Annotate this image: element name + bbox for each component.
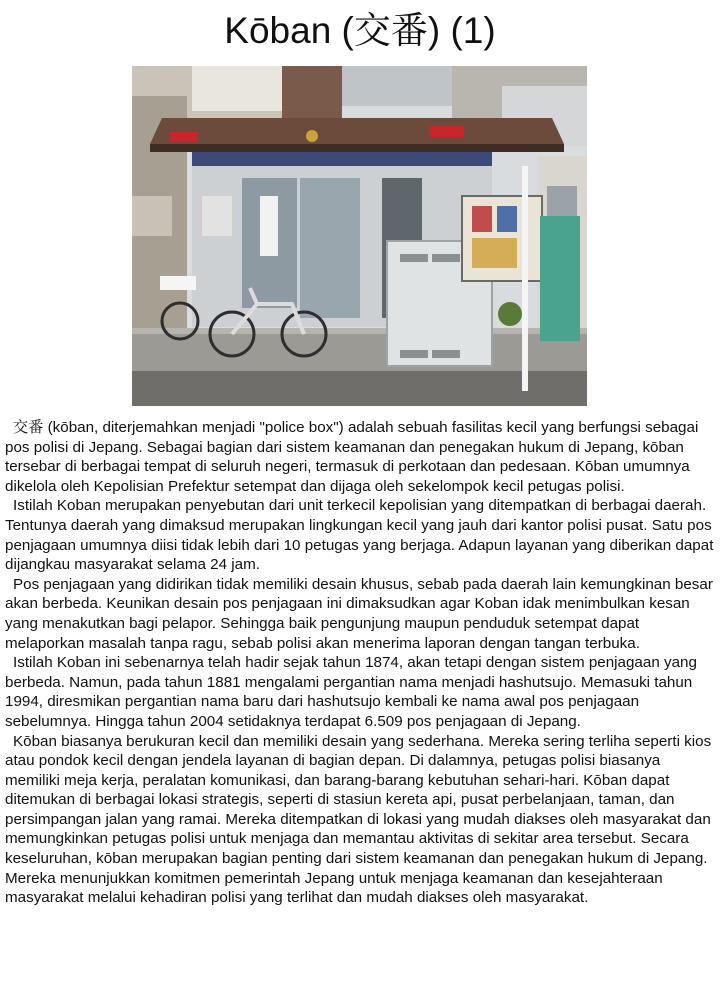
- paragraph-history: Istilah Koban ini sebenarnya telah hadir sejak tahun 1874, akan tetapi dengan sistem penjagaan yang berbeda. Namun, pada tahun 1881 mengalami pergantian nama menjadi hashutsujo. Memasuki tahun 1994, diresmikan pergantian nama baru dari hashutsujo kembali ke nama awal pos penjagaan sebelumnya. Hingga tahun 2004 setidaknya terdapat 6.509 pos penjagaan di Jepang.: [5, 654, 697, 730]
- paragraph-design: Pos penjagaan yang didirikan tidak memiliki desain khusus, sebab pada daerah lain kemungkinan besar akan berbeda. Keunikan desain pos penjagaan ini dimaksudkan agar Koban idak menimbulkan kesan yang menakutkan bagi pelapor. Sehingga baik pengunjung maupun penduduk setempat dapat melaporkan masalah tanpa ragu, sebab polisi akan menerima laporan dengan tangan terbuka.: [5, 575, 713, 652]
- koban-photo: [132, 66, 587, 406]
- paragraph-intro: 交番 (kōban, diterjemahkan menjadi "police box") adalah sebuah fasilitas kecil yang berfungsi sebagai pos polisi di Jepang. Sebagai bagian dari sistem keamanan dan penegakan hukum di Jepang, kōban tersebar di berbagai tempat di seluruh negeri, termasuk di perkotaan dan pedesaan. Kōban umumnya dikelola oleh Kepolisian Prefektur setempat dan dijaga oleh sekelompok kecil petugas polisi.: [5, 419, 699, 495]
- paragraph-term: Istilah Koban merupakan penyebutan dari unit terkecil kepolisian yang ditempatkan di berbagai daerah. Tentunya daerah yang dimaksud merupakan lingkungan kecil yang jauh dari kantor polisi pusat. Satu pos penjagaan umumnya diisi tidak lebih dari 10 petugas yang berjaga. Adapun layanan yang diberikan dapat dijangkau masyarakat selama 24 jam.: [5, 497, 714, 574]
- article-body: [5, 418, 717, 908]
- koban-illustration: [132, 66, 587, 406]
- page-title: Kōban (交番) (1): [224, 10, 496, 51]
- paragraph-description: Kōban biasanya berukuran kecil dan memiliki desain yang sederhana. Mereka sering terliha seperti kios atau pondok kecil dengan jendela layanan di bagian depan. Di dalamnya, petugas polisi biasanya memiliki meja kerja, peralatan komunikasi, dan barang-barang kebutuhan sehari-hari. Kōban dapat ditemukan di berbagai lokasi strategis, seperti di stasiun kereta api, pusat perbelanjaan, taman, dan persimpangan jalan yang ramai. Mereka ditempatkan di lokasi yang mudah diakses oleh masyarakat dan memungkinkan petugas polisi untuk menjaga dan memantau aktivitas di sekitar area tersebut. Secara keseluruhan, kōban merupakan bagian penting dari sistem keamanan dan penegakan hukum di Jepang. Mereka menunjukkan komitmen pemerintah Jepang untuk menjaga keamanan dan kesejahteraan masyarakat melalui kehadiran polisi yang terlihat dan mudah diakses oleh masyarakat.: [5, 732, 712, 907]
